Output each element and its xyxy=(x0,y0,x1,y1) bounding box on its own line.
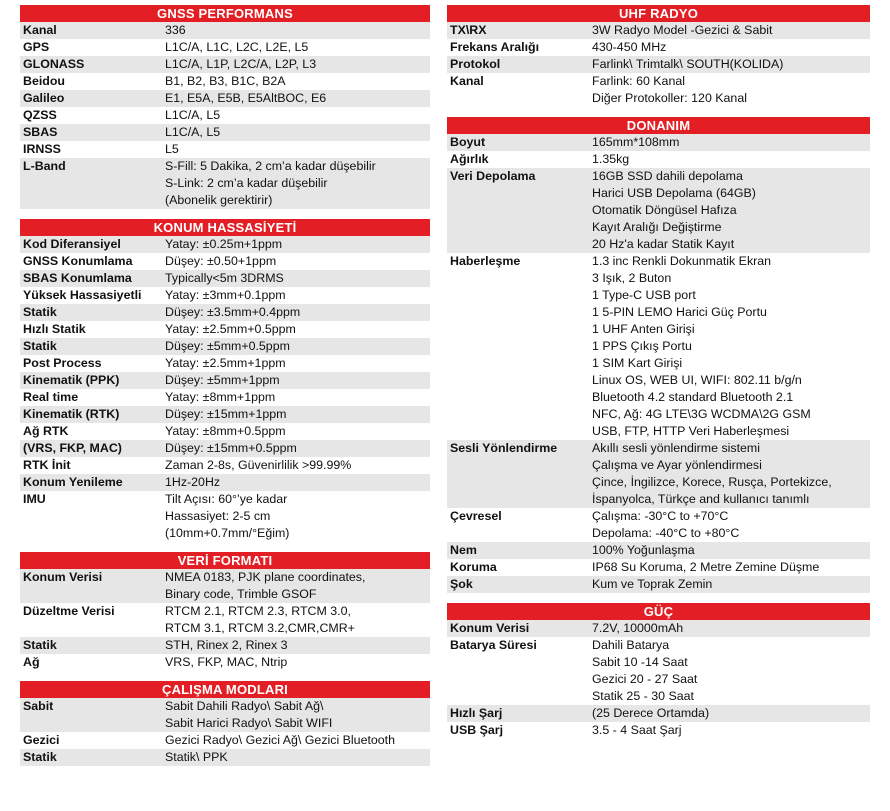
spec-label: Ağ RTK xyxy=(23,424,69,438)
spec-value xyxy=(165,321,430,338)
spec-value-line: İspanyolca, Türkçe and kullanıcı tanımlı xyxy=(592,492,810,506)
spec-value-line: VRS, FKP, MAC, Ntrip xyxy=(165,655,288,669)
spec-value-line: 100% Yoğunlaşma xyxy=(592,543,695,557)
spec-row xyxy=(447,542,870,559)
spec-label: Boyut xyxy=(450,135,486,149)
spec-value-line: Statik\ PPK xyxy=(165,750,228,764)
spec-row xyxy=(20,338,430,355)
right-column xyxy=(447,5,870,739)
spec-value xyxy=(165,158,430,209)
spec-label: Hızlı Şarj xyxy=(450,706,503,720)
spec-value-line: NMEA 0183, PJK plane coordinates, xyxy=(165,570,366,584)
spec-row xyxy=(447,39,870,56)
spec-value xyxy=(592,73,870,107)
spec-value-line: 336 xyxy=(165,23,186,37)
spec-row xyxy=(20,474,430,491)
section-gnss-performans xyxy=(20,5,430,209)
spec-value-line: RTCM 3.1, RTCM 3.2,CMR,CMR+ xyxy=(165,621,355,635)
spec-value-line: Yatay: ±3mm+0.1ppm xyxy=(165,288,286,302)
spec-label: Konum Verisi xyxy=(23,570,103,584)
section-title: DONANIM xyxy=(447,117,870,134)
spec-row xyxy=(20,457,430,474)
spec-value-line: Tilt Açısı: 60°’ye kadar xyxy=(165,492,288,506)
section-gap xyxy=(447,593,870,603)
spec-value-line: Çalışma ve Ayar yönlendirmesi xyxy=(592,458,762,472)
spec-value xyxy=(165,338,430,355)
spec-row xyxy=(447,134,870,151)
spec-value-line: (Abonelik gerektirir) xyxy=(165,193,273,207)
spec-label: Post Process xyxy=(23,356,102,370)
spec-value xyxy=(165,474,430,491)
spec-value xyxy=(165,141,430,158)
spec-label: Statik xyxy=(23,339,57,353)
spec-value xyxy=(165,372,430,389)
spec-value-line: Akıllı sesli yönlendirme sistemi xyxy=(592,441,761,455)
spec-label: Hızlı Statik xyxy=(23,322,86,336)
section-donanim xyxy=(447,117,870,593)
spec-label: Kod Diferansiyel xyxy=(23,237,121,251)
spec-label: Nem xyxy=(450,543,477,557)
spec-label: (VRS, FKP, MAC) xyxy=(23,441,122,455)
spec-row xyxy=(20,423,430,440)
spec-value-line: Gezici Radyo\ Gezici Ağ\ Gezici Bluetooth xyxy=(165,733,396,747)
spec-value-line: USB, FTP, HTTP Veri Haberleşmesi xyxy=(592,424,790,438)
spec-value xyxy=(165,423,430,440)
spec-value-line: Farlink\ Trimtalk\ SOUTH(KOLIDA) xyxy=(592,57,784,71)
spec-row xyxy=(447,705,870,722)
spec-value xyxy=(592,705,870,722)
spec-value-line: Dahili Batarya xyxy=(592,638,670,652)
spec-value-line: RTCM 2.1, RTCM 2.3, RTCM 3.0, xyxy=(165,604,351,618)
spec-value xyxy=(165,287,430,304)
spec-value-line: B1, B2, B3, B1C, B2A xyxy=(165,74,286,88)
spec-value xyxy=(165,603,430,637)
spec-label: Konum Yenileme xyxy=(23,475,123,489)
spec-value xyxy=(165,22,430,39)
spec-label: Veri Depolama xyxy=(450,169,536,183)
spec-value xyxy=(165,406,430,423)
spec-value-line: 7.2V, 10000mAh xyxy=(592,621,684,635)
spec-value-line: Düşey: ±15mm+0.5ppm xyxy=(165,441,297,455)
left-column xyxy=(20,5,430,766)
spec-value xyxy=(592,134,870,151)
spec-value-line: Gezici 20 - 27 Saat xyxy=(592,672,698,686)
spec-value-line: 1 Type-C USB port xyxy=(592,288,696,302)
spec-row xyxy=(20,637,430,654)
spec-value-line: STH, Rinex 2, Rinex 3 xyxy=(165,638,288,652)
spec-label: GLONASS xyxy=(23,57,85,71)
section-title: GÜÇ xyxy=(447,603,870,620)
spec-value xyxy=(592,542,870,559)
spec-value-line: Düşey: ±15mm+1ppm xyxy=(165,407,287,421)
spec-value-line: 430-450 MHz xyxy=(592,40,667,54)
spec-value-line: E1, E5A, E5B, E5AltBOC, E6 xyxy=(165,91,327,105)
spec-value-line: Statik 25 - 30 Saat xyxy=(592,689,694,703)
spec-row xyxy=(447,73,870,107)
section-veri-formati xyxy=(20,552,430,671)
spec-value-line: Düşey: ±5mm+1ppm xyxy=(165,373,280,387)
spec-value xyxy=(165,457,430,474)
section-title: KONUM HASSASİYETİ xyxy=(20,219,430,236)
spec-value-line: Yatay: ±8mm+1ppm xyxy=(165,390,276,404)
spec-value-line: Depolama: -40°C to +80°C xyxy=(592,526,740,540)
spec-value-line: L1C/A, L1P, L2C/A, L2P, L3 xyxy=(165,57,317,71)
section-gu-c xyxy=(447,603,870,739)
spec-row xyxy=(20,654,430,671)
spec-row xyxy=(447,440,870,508)
spec-label: GPS xyxy=(23,40,50,54)
spec-value-line: Diğer Protokoller: 120 Kanal xyxy=(592,91,747,105)
spec-row xyxy=(447,56,870,73)
spec-value-line: Kum ve Toprak Zemin xyxy=(592,577,713,591)
spec-value-line: 1 UHF Anten Girişi xyxy=(592,322,695,336)
spec-value-line: 1Hz-20Hz xyxy=(165,475,221,489)
spec-label: Ağırlık xyxy=(450,152,489,166)
spec-value-line: 3 Işık, 2 Buton xyxy=(592,271,672,285)
spec-value xyxy=(165,270,430,287)
spec-value xyxy=(165,304,430,321)
spec-row xyxy=(447,22,870,39)
spec-value xyxy=(165,355,430,372)
spec-value-line: Çalışma: -30°C to +70°C xyxy=(592,509,729,523)
spec-value xyxy=(592,151,870,168)
spec-value-line: Yatay: ±2.5mm+0.5ppm xyxy=(165,322,296,336)
spec-value xyxy=(165,39,430,56)
spec-value xyxy=(165,440,430,457)
spec-value-line: IP68 Su Koruma, 2 Metre Zemine Düşme xyxy=(592,560,820,574)
section-title: GNSS PERFORMANS xyxy=(20,5,430,22)
spec-value xyxy=(165,73,430,90)
spec-row xyxy=(20,732,430,749)
spec-value-line: L1C/A, L1C, L2C, L2E, L5 xyxy=(165,40,309,54)
spec-value-line: 1 SIM Kart Girişi xyxy=(592,356,683,370)
spec-label: Ağ xyxy=(23,655,40,669)
spec-value-line: Yatay: ±0.25m+1ppm xyxy=(165,237,283,251)
spec-value xyxy=(165,56,430,73)
spec-label: IRNSS xyxy=(23,142,61,156)
spec-label: Real time xyxy=(23,390,79,404)
spec-label: Yüksek Hassasiyetli xyxy=(23,288,142,302)
spec-label: Batarya Süresi xyxy=(450,638,537,652)
spec-label: Kinematik (PPK) xyxy=(23,373,120,387)
spec-row xyxy=(20,39,430,56)
section-title: VERİ FORMATI xyxy=(20,552,430,569)
spec-label: Koruma xyxy=(450,560,497,574)
spec-value-line: Typically<5m 3DRMS xyxy=(165,271,284,285)
spec-label: Protokol xyxy=(450,57,501,71)
spec-label: Beidou xyxy=(23,74,65,88)
section-gap xyxy=(20,671,430,681)
spec-row xyxy=(20,389,430,406)
spec-value xyxy=(165,569,430,603)
section-gap xyxy=(447,107,870,117)
spec-row xyxy=(20,440,430,457)
spec-label: Şok xyxy=(450,577,473,591)
spec-row xyxy=(20,236,430,253)
spec-value xyxy=(592,56,870,73)
spec-value-line: L5 xyxy=(165,142,179,156)
spec-value-line: 3.5 - 4 Saat Şarj xyxy=(592,723,682,737)
spec-row xyxy=(447,508,870,542)
spec-value-line: Zaman 2-8s, Güvenirlilik >99.99% xyxy=(165,458,352,472)
spec-value xyxy=(165,236,430,253)
spec-row xyxy=(20,287,430,304)
spec-label: SBAS Konumlama xyxy=(23,271,132,285)
spec-label: IMU xyxy=(23,492,46,506)
spec-value xyxy=(592,722,870,739)
spec-value-line: 1 5-PIN LEMO Harici Güç Portu xyxy=(592,305,767,319)
spec-value-line: Sabit 10 -14 Saat xyxy=(592,655,688,669)
spec-value-line: L1C/A, L5 xyxy=(165,125,221,139)
spec-value-line: Linux OS, WEB UI, WIFI: 802.11 b/g/n xyxy=(592,373,802,387)
spec-row xyxy=(447,637,870,705)
spec-row xyxy=(20,603,430,637)
spec-value xyxy=(592,559,870,576)
spec-value xyxy=(165,253,430,270)
spec-value xyxy=(592,620,870,637)
spec-row xyxy=(20,569,430,603)
spec-row xyxy=(20,406,430,423)
spec-value xyxy=(165,637,430,654)
spec-row xyxy=(20,90,430,107)
spec-row xyxy=(447,722,870,739)
spec-value-line: 165mm*108mm xyxy=(592,135,680,149)
spec-value-line: Sabit Harici Radyo\ Sabit WIFI xyxy=(165,716,333,730)
spec-value-line: Düşey: ±5mm+0.5ppm xyxy=(165,339,290,353)
spec-row xyxy=(447,168,870,253)
spec-value-line: Yatay: ±8mm+0.5ppm xyxy=(165,424,286,438)
section-title: ÇALIŞMA MODLARI xyxy=(20,681,430,698)
spec-value-line: Düşey: ±3.5mm+0.4ppm xyxy=(165,305,301,319)
spec-value xyxy=(592,39,870,56)
spec-row xyxy=(20,491,430,542)
spec-label: Haberleşme xyxy=(450,254,521,268)
spec-value xyxy=(592,576,870,593)
spec-value xyxy=(165,654,430,671)
section-title: UHF RADYO xyxy=(447,5,870,22)
spec-value-line: L1C/A, L5 xyxy=(165,108,221,122)
spec-row xyxy=(20,372,430,389)
spec-value xyxy=(165,124,430,141)
spec-row xyxy=(20,253,430,270)
spec-row xyxy=(20,124,430,141)
spec-label: TX\RX xyxy=(450,23,487,37)
spec-value-line: 20 Hz'a kadar Statik Kayıt xyxy=(592,237,735,251)
spec-value-line: 1.3 inc Renkli Dokunmatik Ekran xyxy=(592,254,772,268)
spec-row xyxy=(20,141,430,158)
section-gap xyxy=(20,209,430,219)
spec-row xyxy=(20,304,430,321)
spec-label: Statik xyxy=(23,750,57,764)
spec-value xyxy=(165,389,430,406)
spec-label: Galileo xyxy=(23,91,65,105)
spec-value-line: Yatay: ±2.5mm+1ppm xyxy=(165,356,286,370)
spec-row xyxy=(20,22,430,39)
spec-value-line: 3W Radyo Model -Gezici & Sabit xyxy=(592,23,773,37)
spec-label: Çevresel xyxy=(450,509,502,523)
spec-row xyxy=(20,749,430,766)
section-gap xyxy=(20,542,430,552)
spec-value-line: (25 Derece Ortamda) xyxy=(592,706,710,720)
spec-row xyxy=(447,576,870,593)
spec-value-line: Binary code, Trimble GSOF xyxy=(165,587,317,601)
spec-row xyxy=(20,321,430,338)
spec-row xyxy=(447,151,870,168)
spec-row xyxy=(20,107,430,124)
spec-value-line: (10mm+0.7mm/°Eğim) xyxy=(165,526,290,540)
spec-value xyxy=(592,440,870,508)
spec-value xyxy=(592,253,870,440)
spec-value xyxy=(165,107,430,124)
spec-value-line: NFC, Ağ: 4G LTE\3G WCDMA\2G GSM xyxy=(592,407,811,421)
section-c-alis-ma-modlari xyxy=(20,681,430,766)
spec-label: Statik xyxy=(23,638,57,652)
spec-value-line: 16GB SSD dahili depolama xyxy=(592,169,743,183)
spec-label: USB Şarj xyxy=(450,723,504,737)
spec-row xyxy=(20,698,430,732)
spec-label: RTK İnit xyxy=(23,458,71,472)
spec-value-line: Harici USB Depolama (64GB) xyxy=(592,186,756,200)
spec-row xyxy=(20,158,430,209)
spec-value xyxy=(165,749,430,766)
spec-label: Kinematik (RTK) xyxy=(23,407,120,421)
spec-value xyxy=(165,732,430,749)
spec-value xyxy=(592,22,870,39)
spec-label: Gezici xyxy=(23,733,60,747)
spec-row xyxy=(20,56,430,73)
spec-value-line: Çince, İngilizce, Korece, Rusça, Portekizce, xyxy=(592,475,832,489)
spec-row xyxy=(20,73,430,90)
spec-value-line: Otomatik Döngüsel Hafıza xyxy=(592,203,737,217)
spec-value-line: Kayıt Aralığı Değiştirme xyxy=(592,220,722,234)
spec-row xyxy=(447,253,870,440)
spec-label: Frekans Aralığı xyxy=(450,40,540,54)
spec-value-line: Hassasiyet: 2-5 cm xyxy=(165,509,271,523)
spec-value-line: 1.35kg xyxy=(592,152,630,166)
spec-label: Kanal xyxy=(450,74,484,88)
section-konum-hassasi-yeti xyxy=(20,219,430,542)
spec-label: Sesli Yönlendirme xyxy=(450,441,558,455)
spec-value-line: Sabit Dahili Radyo\ Sabit Ağ\ xyxy=(165,699,324,713)
spec-label: Kanal xyxy=(23,23,57,37)
spec-value-line: S-Link: 2 cm’a kadar düşebilir xyxy=(165,176,328,190)
spec-label: SBAS xyxy=(23,125,58,139)
spec-value xyxy=(592,508,870,542)
spec-label: Statik xyxy=(23,305,57,319)
spec-value xyxy=(592,637,870,705)
spec-label: Sabit xyxy=(23,699,54,713)
spec-row xyxy=(447,620,870,637)
spec-label: QZSS xyxy=(23,108,57,122)
spec-value-line: Farlink: 60 Kanal xyxy=(592,74,685,88)
spec-value xyxy=(592,168,870,253)
spec-row xyxy=(20,355,430,372)
spec-label: Konum Verisi xyxy=(450,621,530,635)
spec-value-line: 1 PPS Çıkış Portu xyxy=(592,339,692,353)
spec-row xyxy=(20,270,430,287)
spec-label: Düzeltme Verisi xyxy=(23,604,115,618)
spec-value xyxy=(165,698,430,732)
spec-value xyxy=(165,90,430,107)
spec-label: L-Band xyxy=(23,159,66,173)
spec-value-line: Bluetooth 4.2 standard Bluetooth 2.1 xyxy=(592,390,794,404)
spec-value-line: Düşey: ±0.50+1ppm xyxy=(165,254,277,268)
spec-label: GNSS Konumlama xyxy=(23,254,133,268)
spec-row xyxy=(447,559,870,576)
section-uhf-radyo xyxy=(447,5,870,107)
spec-value xyxy=(165,491,430,542)
spec-value-line: S-Fill: 5 Dakika, 2 cm’a kadar düşebilir xyxy=(165,159,376,173)
